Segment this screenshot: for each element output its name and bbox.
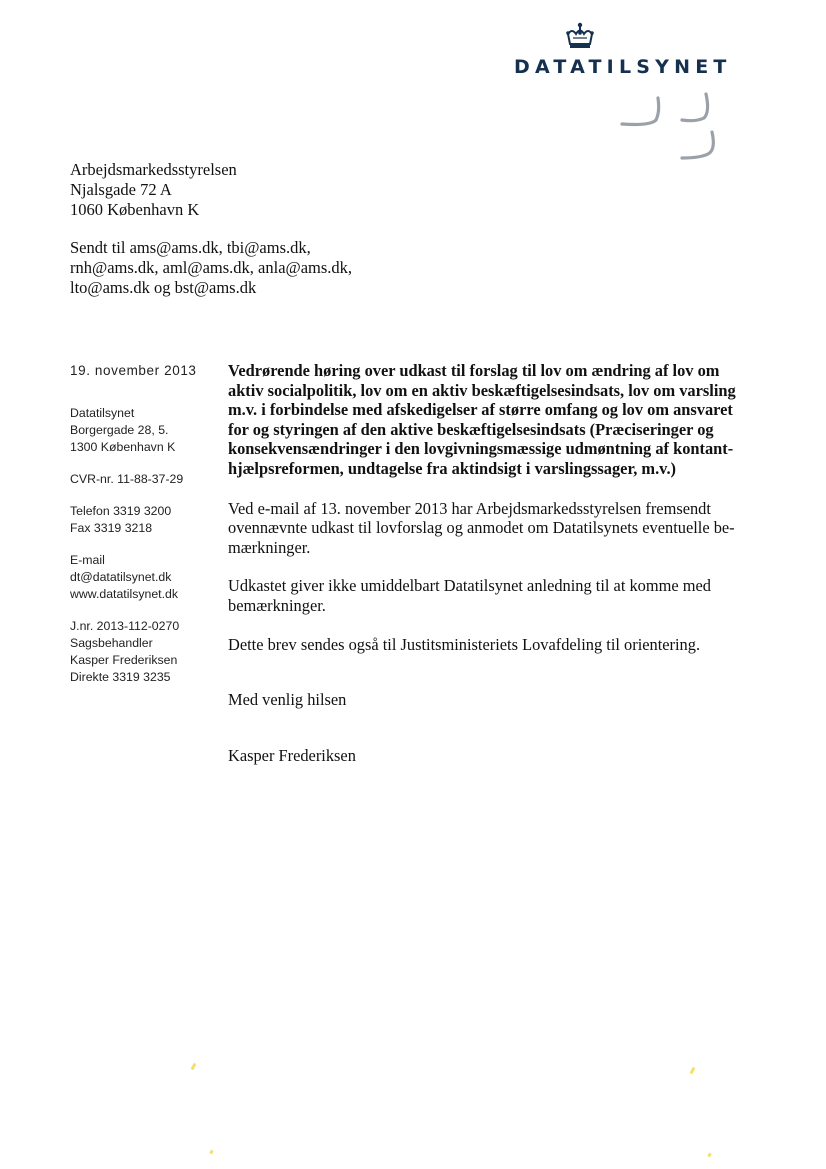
handwritten-marks [612, 90, 724, 170]
sender-city: 1300 København K [70, 440, 176, 454]
case-officer-label: Sagsbehandler [70, 636, 153, 650]
sent-to-line: rnh@ams.dk, aml@ams.dk, anla@ams.dk, [70, 258, 353, 277]
recipient-street: Njalsgade 72 A [70, 180, 172, 199]
cvr-number: CVR-nr. 11-88-37-29 [70, 472, 184, 486]
paragraph-line: Udkastet giver ikke umiddelbart Datatilsynet anledning til at komme med [228, 576, 711, 596]
sent-to-block [70, 238, 352, 298]
subject-line: Vedrørende høring over udkast til forslag til lov om ændring af lov om [228, 361, 720, 380]
journal-number: J.nr. 2013-112-0270 [70, 619, 180, 633]
scan-speck [191, 1063, 197, 1071]
sender-name: Datatilsynet [70, 406, 135, 420]
paragraph-line: mærkninger. [228, 537, 311, 557]
email-address: dt@datatilsynet.dk [70, 570, 172, 584]
sent-to-line: Sendt til ams@ams.dk, tbi@ams.dk, [70, 238, 311, 257]
closing-greeting: Med venlig hilsen [228, 690, 347, 710]
paragraph-2 [228, 576, 748, 615]
scan-speck [690, 1067, 696, 1075]
recipient-name: Arbejdsmarkedsstyrelsen [70, 160, 237, 179]
fax-number: Fax 3319 3218 [70, 521, 153, 535]
letter-date: 19. november 2013 [70, 363, 197, 378]
email-label: E-mail [70, 553, 105, 567]
phone-number: Telefon 3319 3200 [70, 504, 172, 518]
recipient-address [70, 160, 237, 220]
subject-line: m.v. i forbindelse med afskedigelser af større omfang og lov om ansvaret [228, 400, 733, 420]
logo-wordmark: DATATILSYNET [514, 56, 732, 78]
paragraph-line: bemærkninger. [228, 595, 326, 615]
subject-line: hjælpsreformen, undtagelse fra aktindsigt i varslingssager, m.v.) [228, 458, 677, 478]
subject-line: aktiv socialpolitik, lov om en aktiv beskæftigelsesindsats, lov om varsling [228, 380, 736, 400]
scan-speck [209, 1150, 214, 1155]
signature-name: Kasper Frederiksen [228, 745, 356, 765]
paragraph-line: ovennævnte udkast til lovforslag og anmodet om Datatilsynets eventuelle be- [228, 518, 735, 538]
direct-phone: Direkte 3319 3235 [70, 670, 171, 684]
letter-subject [228, 361, 748, 479]
paragraph-3: Dette brev sendes også til Justitsministeriets Lovafdeling til orientering. [228, 634, 701, 654]
website: www.datatilsynet.dk [70, 587, 178, 601]
scan-speck [707, 1153, 712, 1158]
subject-line: konsekvensændringer i den lovgivningsmæssige udmøntning af kontant- [228, 439, 734, 459]
case-officer-name: Kasper Frederiksen [70, 653, 178, 667]
paragraph-1 [228, 499, 748, 558]
sender-info-sidebar [70, 362, 197, 686]
sent-to-line: lto@ams.dk og bst@ams.dk [70, 278, 257, 297]
sender-address: Borgergade 28, 5. [70, 423, 169, 437]
recipient-city: 1060 København K [70, 200, 200, 219]
crown-icon [564, 22, 596, 52]
paragraph-line: Ved e-mail af 13. november 2013 har Arbejdsmarkedsstyrelsen fremsendt [228, 498, 711, 518]
letter-body [228, 361, 748, 784]
subject-line: for og styringen af den aktive beskæftigelsesindsats (Præciseringer og [228, 419, 714, 439]
